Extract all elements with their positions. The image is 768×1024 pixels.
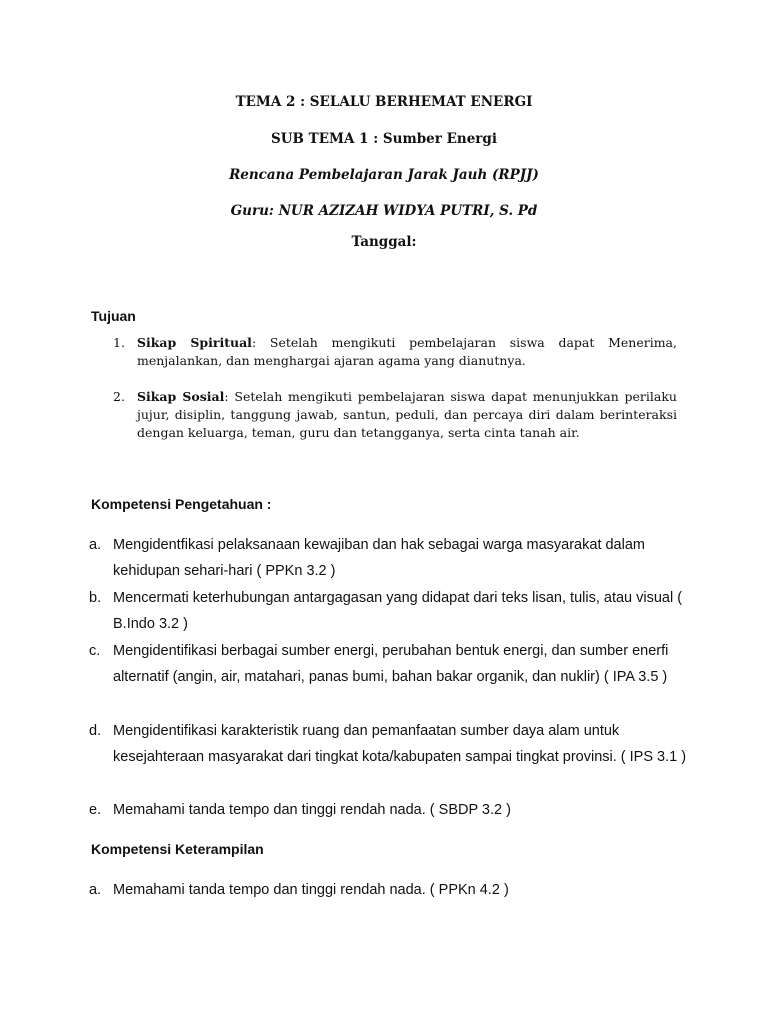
subtheme-title: SUB TEMA 1 : Sumber Energi	[271, 131, 497, 147]
tujuan-item-number: 1.	[113, 335, 125, 350]
list-item	[89, 718, 689, 770]
plan-title: Rencana Pembelajaran Jarak Jauh (RPJJ)	[229, 167, 539, 183]
tujuan-item-colon: :	[251, 335, 257, 350]
list-item-letter: a.	[89, 882, 102, 898]
list-item-letter: a.	[89, 537, 102, 553]
tujuan-item	[113, 334, 677, 370]
tujuan-item-label: Sikap Spiritual	[137, 335, 252, 350]
theme-title: TEMA 2 : SELALU BERHEMAT ENERGI	[235, 94, 533, 110]
list-item-letter: b.	[89, 590, 102, 606]
tujuan-item-colon: :	[224, 389, 229, 404]
list-item	[89, 797, 689, 823]
list-item-text: Mengidentifikasi karakteristik ruang dan pemanfaatan sumber daya alam untuk kesejahteraan masyarakat dari tingkat kota/kabupaten sampai tingkat provinsi. ( IPS 3.1 )	[113, 723, 687, 765]
list-item-letter: e.	[89, 802, 102, 818]
list-item-text: Memahami tanda tempo dan tinggi rendah nada. ( PPKn 4.2 )	[113, 882, 509, 898]
list-item-letter: c.	[89, 643, 101, 659]
list-item	[89, 877, 689, 903]
list-item-text: Memahami tanda tempo dan tinggi rendah nada. ( SBDP 3.2 )	[113, 802, 511, 818]
tujuan-heading: Tujuan	[91, 308, 136, 324]
date-label: Tanggal:	[351, 234, 417, 250]
kompetensi-keterampilan-heading: Kompetensi Keterampilan	[91, 841, 264, 857]
tujuan-item	[113, 388, 677, 442]
list-item	[89, 585, 689, 637]
list-item	[89, 638, 689, 690]
list-item-letter: d.	[89, 723, 102, 739]
tujuan-item-label: Sikap Sosial	[137, 389, 225, 404]
kompetensi-pengetahuan-heading: Kompetensi Pengetahuan :	[91, 496, 272, 512]
tujuan-item-number: 2.	[113, 389, 125, 404]
list-item-text: Mencermati keterhubungan antargagasan yang didapat dari teks lisan, tulis, atau visual ( B.Indo 3.2 )	[113, 590, 683, 632]
list-item	[89, 532, 689, 584]
tujuan-item-text: Setelah mengikuti pembelajaran siswa dapat Menerima, menjalankan, dan menghargai ajaran agama yang dianutnya.	[137, 335, 677, 368]
list-item-text: Mengidentfikasi pelaksanaan kewajiban dan hak sebagai warga masyarakat dalam kehidupan sehari-hari ( PPKn 3.2 )	[113, 537, 645, 579]
list-item-text: Mengidentifikasi berbagai sumber energi, perubahan bentuk energi, dan sumber enerfi alternatif (angin, air, matahari, panas bumi, bahan bakar organik, dan nuklir) ( IPA 3.5 )	[113, 643, 669, 685]
tujuan-item-text: Setelah mengikuti pembelajaran siswa dapat menunjukkan perilaku jujur, disiplin, tanggung jawab, santun, peduli, dan percaya diri dalam berinteraksi dengan keluarga, teman, guru dan tetangganya, serta cinta tanah air.	[137, 389, 677, 440]
teacher-line: Guru: NUR AZIZAH WIDYA PUTRI, S. Pd	[230, 203, 538, 219]
